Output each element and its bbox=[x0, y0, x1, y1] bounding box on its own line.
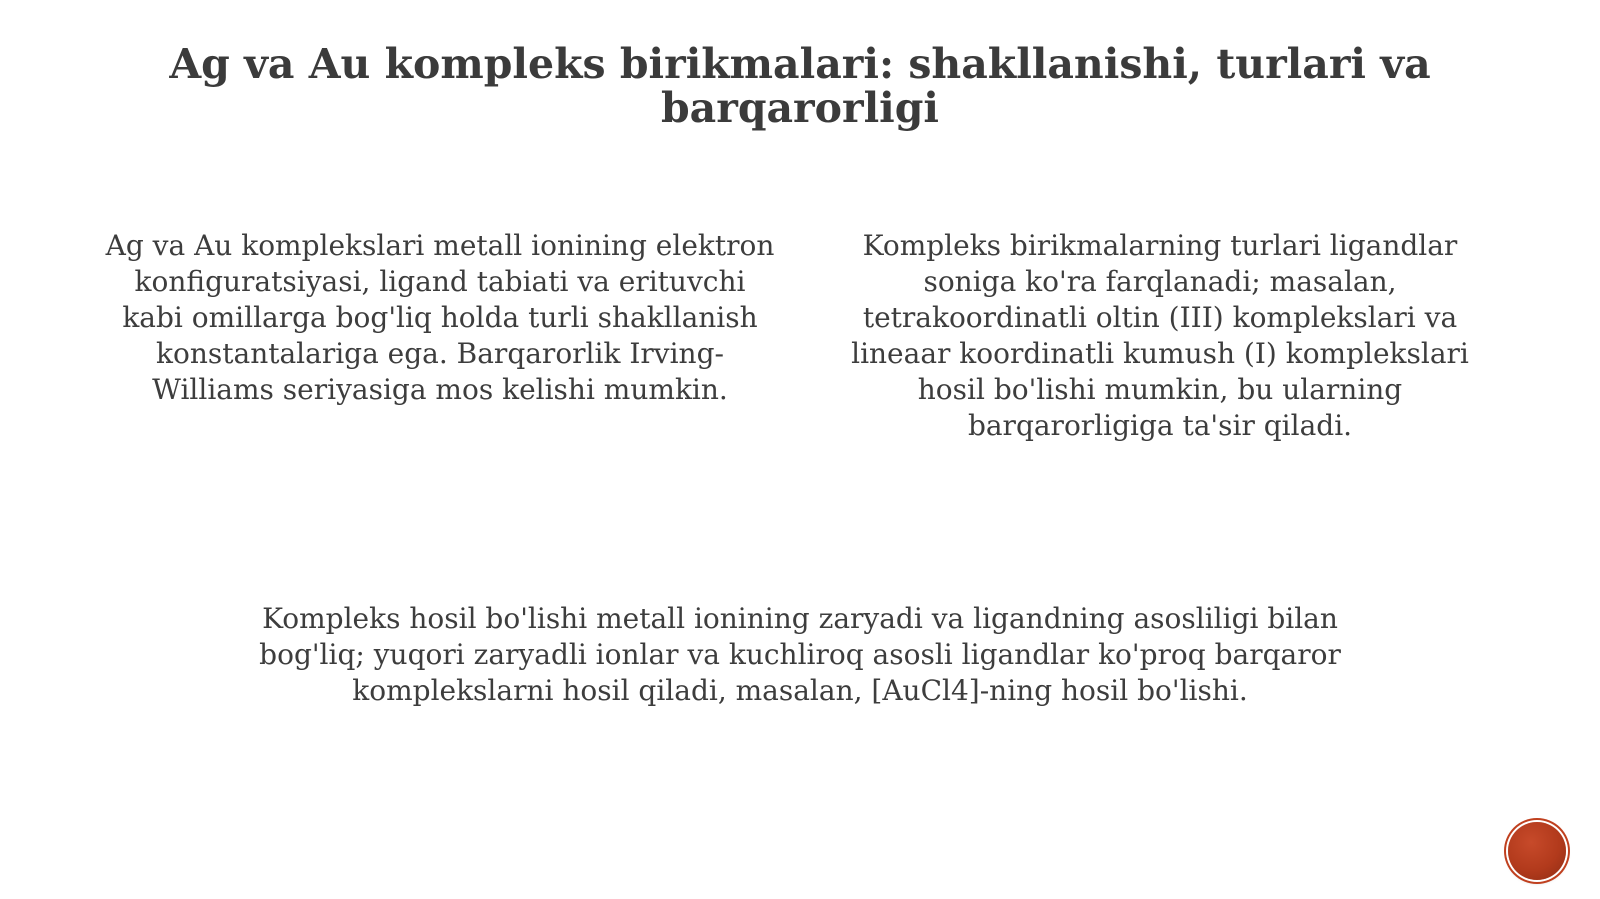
paragraph-left: Ag va Au komplekslari metall ionining elektron konfiguratsiyasi, ligand tabiati va erituvchi kabi omillarga bog'liq holda turli shakllanish konstantalariga ega. Barqarorlik Irving-Williams seriyasiga mos kelishi mumkin. bbox=[105, 229, 775, 406]
paragraph-right: Kompleks birikmalarning turlari ligandlar soniga ko'ra farqlanadi; masalan, tetrakoordinatli oltin (III) komplekslari va lineaar koordinatli kumush (I) komplekslari hosil bo'lishi mumkin, bu ularning barqarorligiga ta'sir qiladi. bbox=[851, 229, 1469, 442]
slide-title: Ag va Au kompleks birikmalari: shakllanishi, turlari va barqarorligi bbox=[169, 40, 1431, 132]
paragraph-bottom: Kompleks hosil bo'lishi metall ionining zaryadi va ligandning asosliligi bilan bog'liq; yuqori zaryadli ionlar va kuchliroq asosli ligandlar ko'proq barqaror komplekslarni hosil qiladi, masalan, [AuCl4]-ning hosil bo'lishi. bbox=[259, 602, 1341, 707]
slide-nav-button[interactable] bbox=[1508, 822, 1566, 880]
